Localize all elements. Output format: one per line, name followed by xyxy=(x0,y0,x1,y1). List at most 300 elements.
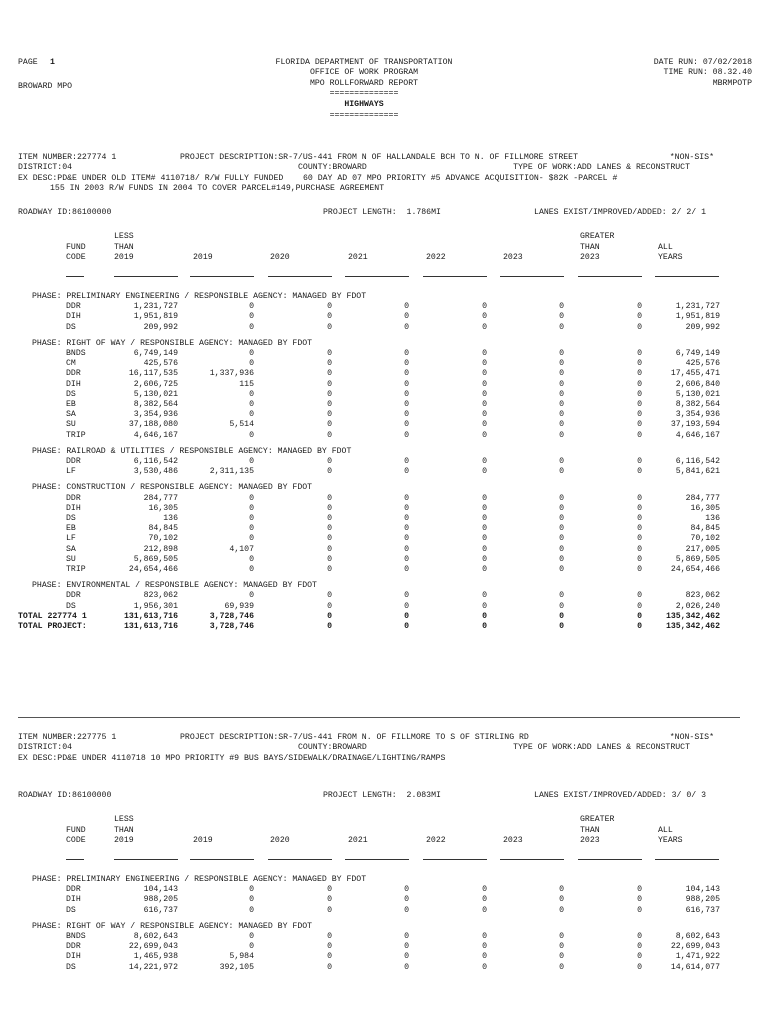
district: DISTRICT:04 xyxy=(18,163,73,172)
amount-cell: 0 xyxy=(249,389,254,399)
amount-cell: 0 xyxy=(482,457,487,466)
amount-cell: 84,845 xyxy=(690,524,720,534)
fund-code: DS xyxy=(66,389,76,399)
amount-cell: 6,116,542 xyxy=(133,457,178,466)
amount-cell: 988,205 xyxy=(685,895,720,905)
amount-cell: 16,305 xyxy=(690,503,720,513)
amount-cell: 0 xyxy=(404,457,409,466)
header-underline xyxy=(655,276,719,277)
amount-cell: 0 xyxy=(637,885,642,895)
fund-code: DIH xyxy=(66,312,81,322)
fund-code: LF xyxy=(66,467,76,477)
amount-cell: 2,311,135 xyxy=(209,467,254,477)
amount-cell: 0 xyxy=(482,312,487,322)
roadway-id: ROADWAY ID:86100000 xyxy=(18,208,112,217)
amount-cell: 2,026,240 xyxy=(675,601,720,611)
fund-code: CM xyxy=(66,359,76,369)
amount-cell: 0 xyxy=(637,389,642,399)
total-amount: 131,613,716 xyxy=(123,622,178,631)
amount-cell: 0 xyxy=(637,349,642,358)
total-amount: 0 xyxy=(637,611,642,621)
amount-cell: 0 xyxy=(249,503,254,513)
header-underline xyxy=(345,859,409,860)
amount-cell: 0 xyxy=(327,932,332,941)
amount-cell: 616,737 xyxy=(143,905,178,915)
amount-cell: 0 xyxy=(559,885,564,895)
amount-cell: 69,939 xyxy=(224,601,254,611)
amount-cell: 0 xyxy=(637,420,642,430)
amount-cell: 6,116,542 xyxy=(675,457,720,466)
col-less: LESS xyxy=(114,815,134,824)
phase-title: PHASE: ENVIRONMENTAL / RESPONSIBLE AGENCY: MANAGED BY FDOT xyxy=(32,581,317,591)
amount-cell: 0 xyxy=(327,503,332,513)
header-underline xyxy=(190,859,254,860)
amount-cell: 0 xyxy=(637,591,642,601)
amount-cell: 0 xyxy=(637,302,642,312)
amount-cell: 104,143 xyxy=(685,885,720,895)
amount-cell: 0 xyxy=(327,895,332,905)
col-than: THAN xyxy=(114,243,134,252)
total-amount: 0 xyxy=(404,611,409,621)
header-underline xyxy=(423,859,487,860)
fund-code: DDR xyxy=(66,942,81,952)
col-greater: GREATER xyxy=(580,815,615,824)
fund-code: TRIP xyxy=(66,430,86,440)
col-2019: 2019 xyxy=(193,253,213,262)
amount-cell: 0 xyxy=(482,493,487,503)
amount-cell: 0 xyxy=(482,430,487,440)
report-name: MPO ROLLFORWARD REPORT xyxy=(309,79,419,88)
amount-cell: 0 xyxy=(637,514,642,523)
total-amount: 135,342,462 xyxy=(665,611,720,621)
amount-cell: 0 xyxy=(327,601,332,611)
header-underline xyxy=(114,859,178,860)
fund-code: DDR xyxy=(66,369,81,379)
total-amount: 0 xyxy=(482,611,487,621)
amount-cell: 0 xyxy=(559,601,564,611)
amount-cell: 823,062 xyxy=(143,591,178,601)
amount-cell: 0 xyxy=(559,534,564,544)
amount-cell: 0 xyxy=(482,895,487,905)
dept-name: FLORIDA DEPARTMENT OF TRANSPORTATION xyxy=(275,58,453,67)
amount-cell: 0 xyxy=(327,302,332,312)
amount-cell: 0 xyxy=(249,885,254,895)
amount-cell: 0 xyxy=(482,554,487,564)
amount-cell: 0 xyxy=(637,942,642,952)
amount-cell: 0 xyxy=(559,420,564,430)
fund-code: DS xyxy=(66,905,76,915)
amount-cell: 0 xyxy=(637,905,642,915)
project-description: PROJECT DESCRIPTION:SR-7/US-441 FROM N. OF FILLMORE TO S OF STIRLING RD xyxy=(180,733,529,742)
amount-cell: 0 xyxy=(404,524,409,534)
amount-cell: 0 xyxy=(482,514,487,523)
col-2020: 2020 xyxy=(270,836,290,845)
amount-cell: 0 xyxy=(327,312,332,322)
col-than: THAN xyxy=(114,826,134,835)
total-label: TOTAL 227774 1 xyxy=(18,611,87,621)
amount-cell: 5,130,021 xyxy=(675,389,720,399)
amount-cell: 37,188,080 xyxy=(128,420,178,430)
phase-title: PHASE: PRELIMINARY ENGINEERING / RESPONSIBLE AGENCY: MANAGED BY FDOT xyxy=(32,292,367,301)
amount-cell: 0 xyxy=(327,885,332,895)
amount-cell: 0 xyxy=(482,952,487,962)
amount-cell: 70,102 xyxy=(690,534,720,544)
amount-cell: 84,845 xyxy=(148,524,178,534)
fund-code: SU xyxy=(66,554,76,564)
amount-cell: 0 xyxy=(327,420,332,430)
amount-cell: 0 xyxy=(327,410,332,420)
amount-cell: 0 xyxy=(404,389,409,399)
amount-cell: 1,956,301 xyxy=(133,601,178,611)
district: DISTRICT:04 xyxy=(18,743,73,752)
amount-cell: 5,869,505 xyxy=(133,554,178,564)
amount-cell: 0 xyxy=(637,895,642,905)
amount-cell: 0 xyxy=(559,565,564,574)
amount-cell: 0 xyxy=(637,503,642,513)
amount-cell: 24,654,466 xyxy=(670,565,720,574)
amount-cell: 0 xyxy=(404,302,409,312)
amount-cell: 0 xyxy=(559,942,564,952)
amount-cell: 0 xyxy=(637,544,642,554)
fund-code: DDR xyxy=(66,493,81,503)
amount-cell: 3,530,486 xyxy=(133,467,178,477)
amount-cell: 0 xyxy=(637,379,642,389)
total-amount: 3,728,746 xyxy=(209,611,254,621)
amount-cell: 6,749,149 xyxy=(675,349,720,358)
amount-cell: 0 xyxy=(559,895,564,905)
amount-cell: 0 xyxy=(327,493,332,503)
amount-cell: 70,102 xyxy=(148,534,178,544)
amount-cell: 0 xyxy=(404,420,409,430)
total-amount: 0 xyxy=(327,611,332,621)
amount-cell: 217,005 xyxy=(685,544,720,554)
amount-cell: 22,699,043 xyxy=(128,942,178,952)
item-number: ITEM NUMBER:227774 1 xyxy=(18,153,117,162)
section-rule: ============== xyxy=(329,111,399,120)
amount-cell: 0 xyxy=(559,302,564,312)
amount-cell: 0 xyxy=(249,493,254,503)
amount-cell: 0 xyxy=(482,302,487,312)
amount-cell: 14,614,077 xyxy=(670,962,720,972)
header-underline xyxy=(66,276,84,277)
mpo-name: BROWARD MPO xyxy=(18,82,73,91)
fund-code: DS xyxy=(66,514,76,523)
phase-title: PHASE: RIGHT OF WAY / RESPONSIBLE AGENCY: MANAGED BY FDOT xyxy=(32,921,313,931)
col-code: CODE xyxy=(66,836,86,845)
amount-cell: 0 xyxy=(559,322,564,332)
fund-code: DS xyxy=(66,601,76,611)
amount-cell: 284,777 xyxy=(685,493,720,503)
amount-cell: 0 xyxy=(404,895,409,905)
page-label: PAGE xyxy=(18,58,38,67)
amount-cell: 0 xyxy=(482,524,487,534)
amount-cell: 0 xyxy=(327,514,332,523)
amount-cell: 0 xyxy=(327,467,332,477)
fund-code: DDR xyxy=(66,457,81,466)
amount-cell: 0 xyxy=(404,565,409,574)
amount-cell: 0 xyxy=(404,493,409,503)
fund-code: DIH xyxy=(66,895,81,905)
amount-cell: 0 xyxy=(559,514,564,523)
col-code: CODE xyxy=(66,253,86,262)
amount-cell: 0 xyxy=(404,322,409,332)
amount-cell: 5,841,621 xyxy=(675,467,720,477)
fund-code: DDR xyxy=(66,885,81,895)
amount-cell: 0 xyxy=(637,565,642,574)
amount-cell: 0 xyxy=(482,544,487,554)
amount-cell: 0 xyxy=(482,420,487,430)
section-title: HIGHWAYS xyxy=(344,100,384,109)
amount-cell: 0 xyxy=(327,389,332,399)
amount-cell: 0 xyxy=(637,962,642,972)
col-2023: 2023 xyxy=(503,836,523,845)
office-name: OFFICE OF WORK PROGRAM xyxy=(309,68,419,77)
header-underline xyxy=(500,859,564,860)
extended-description-line-2: 155 IN 2003 R/W FUNDS IN 2004 TO COVER PARCEL#149,PURCHASE AGREEMENT xyxy=(50,184,385,193)
amount-cell: 0 xyxy=(249,895,254,905)
amount-cell: 0 xyxy=(559,503,564,513)
col-2023: 2023 xyxy=(503,253,523,262)
county: COUNTY:BROWARD xyxy=(298,163,367,172)
col-greater-year: 2023 xyxy=(580,253,600,262)
amount-cell: 392,105 xyxy=(219,962,254,972)
amount-cell: 209,992 xyxy=(685,322,720,332)
fund-code: DDR xyxy=(66,302,81,312)
header-underline xyxy=(655,859,719,860)
amount-cell: 0 xyxy=(637,932,642,941)
amount-cell: 0 xyxy=(559,962,564,972)
amount-cell: 0 xyxy=(249,932,254,941)
amount-cell: 1,951,819 xyxy=(133,312,178,322)
fund-code: SA xyxy=(66,544,76,554)
item-separator xyxy=(18,717,740,718)
amount-cell: 0 xyxy=(249,514,254,523)
header-underline xyxy=(578,276,642,277)
amount-cell: 0 xyxy=(327,349,332,358)
fund-code: DIH xyxy=(66,503,81,513)
amount-cell: 3,354,936 xyxy=(133,410,178,420)
amount-cell: 0 xyxy=(482,322,487,332)
col-years: YEARS xyxy=(658,253,683,262)
total-amount: 0 xyxy=(559,622,564,631)
col-fund: FUND xyxy=(66,243,86,252)
phase-title: PHASE: PRELIMINARY ENGINEERING / RESPONSIBLE AGENCY: MANAGED BY FDOT xyxy=(32,875,367,884)
amount-cell: 0 xyxy=(559,952,564,962)
col-2020: 2020 xyxy=(270,253,290,262)
amount-cell: 0 xyxy=(327,942,332,952)
amount-cell: 0 xyxy=(637,601,642,611)
amount-cell: 0 xyxy=(559,379,564,389)
date-run: DATE RUN: 07/02/2018 xyxy=(653,58,752,67)
amount-cell: 6,749,149 xyxy=(133,349,178,358)
amount-cell: 0 xyxy=(482,503,487,513)
amount-cell: 0 xyxy=(637,322,642,332)
amount-cell: 0 xyxy=(637,369,642,379)
fund-code: SA xyxy=(66,410,76,420)
header-underline xyxy=(500,276,564,277)
amount-cell: 0 xyxy=(559,554,564,564)
amount-cell: 0 xyxy=(482,885,487,895)
amount-cell: 0 xyxy=(559,389,564,399)
total-amount: 0 xyxy=(404,622,409,631)
amount-cell: 0 xyxy=(482,591,487,601)
type-of-work: TYPE OF WORK:ADD LANES & RECONSTRUCT xyxy=(513,163,690,172)
amount-cell: 0 xyxy=(404,400,409,409)
amount-cell: 0 xyxy=(559,591,564,601)
amount-cell: 0 xyxy=(559,349,564,358)
amount-cell: 3,354,936 xyxy=(675,410,720,420)
amount-cell: 0 xyxy=(482,400,487,409)
amount-cell: 14,221,972 xyxy=(128,962,178,972)
amount-cell: 0 xyxy=(637,467,642,477)
amount-cell: 0 xyxy=(482,942,487,952)
amount-cell: 0 xyxy=(327,430,332,440)
amount-cell: 0 xyxy=(482,389,487,399)
amount-cell: 17,455,471 xyxy=(670,369,720,379)
amount-cell: 0 xyxy=(404,369,409,379)
phase-title: PHASE: CONSTRUCTION / RESPONSIBLE AGENCY: MANAGED BY FDOT xyxy=(32,483,313,493)
page-number: 1 xyxy=(50,58,55,67)
county: COUNTY:BROWARD xyxy=(298,743,367,752)
col-2019: 2019 xyxy=(193,836,213,845)
amount-cell: 0 xyxy=(637,400,642,409)
header-underline xyxy=(190,276,254,277)
amount-cell: 1,337,936 xyxy=(209,369,254,379)
amount-cell: 0 xyxy=(327,591,332,601)
amount-cell: 0 xyxy=(637,430,642,440)
amount-cell: 0 xyxy=(327,457,332,466)
fund-code: DDR xyxy=(66,591,81,601)
amount-cell: 0 xyxy=(327,952,332,962)
amount-cell: 0 xyxy=(327,322,332,332)
col-all: ALL xyxy=(658,243,673,252)
amount-cell: 2,606,725 xyxy=(133,379,178,389)
amount-cell: 5,984 xyxy=(229,952,254,962)
amount-cell: 0 xyxy=(249,430,254,440)
amount-cell: 0 xyxy=(249,591,254,601)
total-amount: 0 xyxy=(482,622,487,631)
fund-code: EB xyxy=(66,400,76,409)
amount-cell: 0 xyxy=(327,379,332,389)
total-amount: 131,613,716 xyxy=(123,611,178,621)
amount-cell: 0 xyxy=(482,379,487,389)
fund-code: DS xyxy=(66,322,76,332)
amount-cell: 0 xyxy=(249,410,254,420)
amount-cell: 0 xyxy=(482,369,487,379)
amount-cell: 0 xyxy=(482,410,487,420)
col-greater-year: 2023 xyxy=(580,836,600,845)
amount-cell: 0 xyxy=(249,524,254,534)
amount-cell: 0 xyxy=(559,410,564,420)
amount-cell: 2,606,840 xyxy=(675,379,720,389)
amount-cell: 0 xyxy=(404,359,409,369)
amount-cell: 0 xyxy=(559,369,564,379)
amount-cell: 425,576 xyxy=(143,359,178,369)
amount-cell: 0 xyxy=(404,430,409,440)
amount-cell: 0 xyxy=(404,601,409,611)
amount-cell: 0 xyxy=(559,400,564,409)
amount-cell: 0 xyxy=(249,302,254,312)
header-underline xyxy=(114,276,178,277)
amount-cell: 0 xyxy=(249,400,254,409)
amount-cell: 0 xyxy=(637,457,642,466)
amount-cell: 0 xyxy=(249,359,254,369)
amount-cell: 0 xyxy=(404,503,409,513)
amount-cell: 616,737 xyxy=(685,905,720,915)
total-label: TOTAL PROJECT: xyxy=(18,622,87,631)
item-number: ITEM NUMBER:227775 1 xyxy=(18,733,117,742)
col-less-year: 2019 xyxy=(114,253,134,262)
fund-code: EB xyxy=(66,524,76,534)
amount-cell: 0 xyxy=(482,962,487,972)
col-2021: 2021 xyxy=(348,253,368,262)
amount-cell: 0 xyxy=(404,591,409,601)
amount-cell: 0 xyxy=(482,359,487,369)
amount-cell: 104,143 xyxy=(143,885,178,895)
amount-cell: 5,869,505 xyxy=(675,554,720,564)
amount-cell: 0 xyxy=(327,905,332,915)
amount-cell: 0 xyxy=(482,905,487,915)
amount-cell: 0 xyxy=(637,410,642,420)
amount-cell: 22,699,043 xyxy=(670,942,720,952)
amount-cell: 8,382,564 xyxy=(675,400,720,409)
amount-cell: 0 xyxy=(327,554,332,564)
amount-cell: 0 xyxy=(249,565,254,574)
amount-cell: 0 xyxy=(404,942,409,952)
amount-cell: 8,602,643 xyxy=(675,932,720,941)
amount-cell: 24,654,466 xyxy=(128,565,178,574)
amount-cell: 0 xyxy=(559,359,564,369)
phase-title: PHASE: RAILROAD & UTILITIES / RESPONSIBLE AGENCY: MANAGED BY FDOT xyxy=(32,446,352,456)
fund-code: DIH xyxy=(66,379,81,389)
amount-cell: 823,062 xyxy=(685,591,720,601)
amount-cell: 284,777 xyxy=(143,493,178,503)
amount-cell: 0 xyxy=(249,457,254,466)
amount-cell: 0 xyxy=(637,493,642,503)
amount-cell: 0 xyxy=(559,430,564,440)
amount-cell: 0 xyxy=(482,932,487,941)
amount-cell: 4,107 xyxy=(229,544,254,554)
amount-cell: 0 xyxy=(482,349,487,358)
col-all: ALL xyxy=(658,826,673,835)
amount-cell: 0 xyxy=(637,524,642,534)
amount-cell: 212,898 xyxy=(143,544,178,554)
amount-cell: 1,471,922 xyxy=(675,952,720,962)
amount-cell: 0 xyxy=(559,544,564,554)
amount-cell: 4,646,167 xyxy=(133,430,178,440)
amount-cell: 0 xyxy=(559,493,564,503)
report-id: MBRMPOTP xyxy=(712,79,752,88)
col-2022: 2022 xyxy=(426,253,446,262)
amount-cell: 0 xyxy=(404,410,409,420)
col-less: LESS xyxy=(114,232,134,241)
amount-cell: 0 xyxy=(249,349,254,358)
amount-cell: 0 xyxy=(637,534,642,544)
total-amount: 3,728,746 xyxy=(209,622,254,631)
amount-cell: 0 xyxy=(404,544,409,554)
fund-code: TRIP xyxy=(66,565,86,574)
amount-cell: 0 xyxy=(404,554,409,564)
amount-cell: 0 xyxy=(559,457,564,466)
header-underline xyxy=(268,276,332,277)
amount-cell: 0 xyxy=(327,524,332,534)
amount-cell: 0 xyxy=(559,524,564,534)
amount-cell: 0 xyxy=(637,359,642,369)
amount-cell: 4,646,167 xyxy=(675,430,720,440)
amount-cell: 16,305 xyxy=(148,503,178,513)
amount-cell: 0 xyxy=(404,952,409,962)
project-length: PROJECT LENGTH: 2.083MI xyxy=(323,791,441,800)
